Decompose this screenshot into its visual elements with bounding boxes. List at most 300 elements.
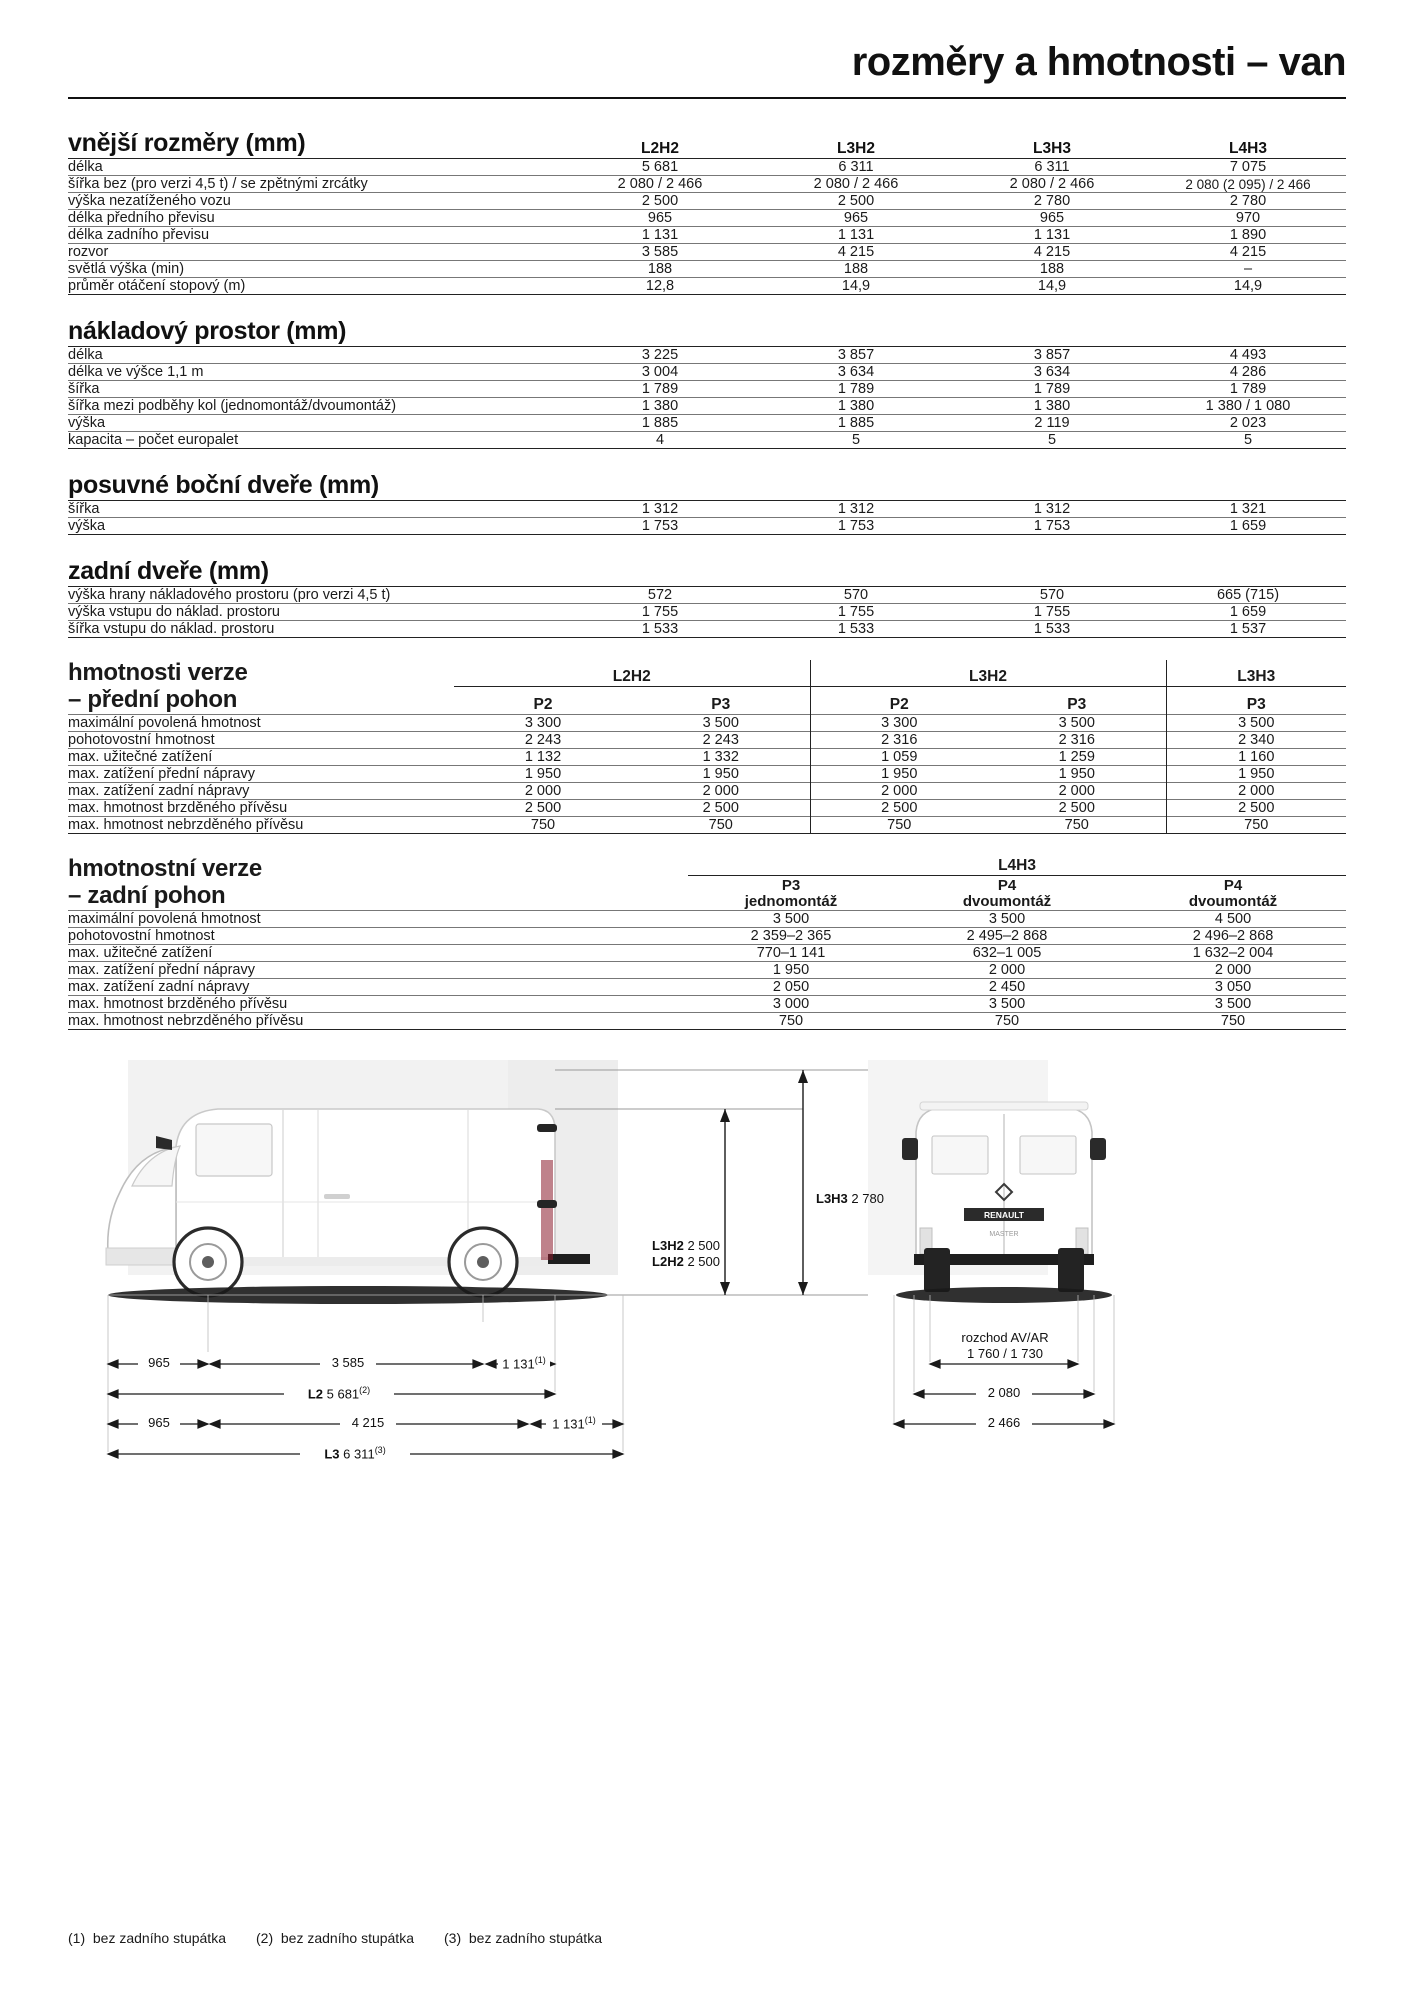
row-label: šířka (68, 381, 562, 398)
table-row (68, 944, 1346, 961)
row-value: 12,8 (562, 278, 758, 295)
row-value: 1 380 / 1 080 (1150, 398, 1346, 415)
subheader-p4a-line1: P4 (997, 876, 1017, 894)
section-header-row (68, 471, 1346, 501)
dim-track-value: 1 760 / 1 730 (946, 1346, 1064, 1361)
column-header-blank-0 (562, 557, 758, 587)
row-label: max. hmotnost nebrzděného přívěsu (68, 816, 454, 833)
table-row (68, 604, 1346, 621)
row-value: 2 050 (688, 978, 894, 995)
column-header-blank-1 (758, 471, 954, 501)
row-value: 1 753 (758, 518, 954, 535)
row-value: 570 (758, 587, 954, 604)
dim-rear-overhang-2-sup: (1) (584, 1414, 596, 1425)
row-label: pohotovostní hmotnost (68, 927, 688, 944)
section-header-row (68, 129, 1346, 159)
row-label: pohotovostní hmotnost (68, 731, 454, 748)
column-header-l2h2: L2H2 (641, 140, 679, 157)
subheader-p4a-line2: dvoumontáž (962, 892, 1052, 910)
row-value: 2 080 / 2 466 (954, 176, 1150, 193)
row-value: 1 789 (562, 381, 758, 398)
row-value: 1 259 (988, 748, 1166, 765)
row-value: 2 780 (1150, 193, 1346, 210)
row-value: 2 500 (1166, 799, 1346, 816)
row-value: 3 004 (562, 364, 758, 381)
row-value: 2 495–2 868 (894, 927, 1120, 944)
group-header-l3h3: L3H3 (1166, 660, 1346, 687)
row-value: 3 300 (810, 714, 988, 731)
dim-wheelbase-2: 4 215 (340, 1415, 396, 1430)
row-value: 2 000 (894, 961, 1120, 978)
row-label: max. hmotnost nebrzděného přívěsu (68, 1012, 688, 1029)
subheader-p4b-line2: dvoumontáž (1188, 892, 1278, 910)
row-value: 750 (894, 1012, 1120, 1029)
row-value: 2 316 (810, 731, 988, 748)
row-value: – (1150, 261, 1346, 278)
dim-rear-overhang-1 (498, 1355, 550, 1371)
row-value: 4 493 (1150, 347, 1346, 364)
row-value: 1 312 (758, 501, 954, 518)
footnote-text: bez zadního stupátka (280, 1930, 414, 1946)
row-value: 3 500 (1166, 714, 1346, 731)
row-label: výška nezatíženého vozu (68, 193, 562, 210)
row-value: 2 000 (1120, 961, 1346, 978)
dim-track-label: rozchod AV/AR (961, 1329, 1049, 1345)
row-value: 1 950 (454, 765, 632, 782)
row-value: 1 380 (562, 398, 758, 415)
row-value: 1 632–2 004 (1120, 944, 1346, 961)
row-value: 1 789 (1150, 381, 1346, 398)
title-divider (68, 97, 1346, 99)
row-label: šířka bez (pro verzi 4,5 t) / se zpětnými zrcátky (68, 176, 562, 193)
table-row (68, 799, 1346, 816)
row-value: 1 312 (562, 501, 758, 518)
row-label: max. zatížení přední nápravy (68, 765, 454, 782)
dim-total-l2-prefix: L2 (307, 1385, 323, 1401)
footnote-marker: (1) (68, 1930, 93, 1946)
row-label: délka ve výšce 1,1 m (68, 364, 562, 381)
row-label: délka (68, 159, 562, 176)
group-header-l4h3: L4H3 (998, 856, 1036, 874)
row-value: 570 (954, 587, 1150, 604)
row-label: max. hmotnost brzděného přívěsu (68, 799, 454, 816)
row-value: 2 450 (894, 978, 1120, 995)
section-2 (68, 471, 1346, 535)
row-value: 4 215 (1150, 244, 1346, 261)
row-value: 1 885 (758, 415, 954, 432)
table-row (68, 176, 1346, 193)
table-row (68, 978, 1346, 995)
column-header-blank-0 (562, 317, 758, 347)
table-row (68, 731, 1346, 748)
table-row (68, 398, 1346, 415)
row-value: 970 (1150, 210, 1346, 227)
row-value: 2 243 (454, 731, 632, 748)
row-value: 1 380 (954, 398, 1150, 415)
row-value: 1 537 (1150, 621, 1346, 638)
weights-front-section (68, 660, 1346, 834)
section-title: nákladový prostor (mm) (68, 317, 347, 345)
table-row (68, 1012, 1346, 1029)
row-value: 2 119 (954, 415, 1150, 432)
table-row (68, 159, 1346, 176)
row-value: 1 789 (758, 381, 954, 398)
row-value: 1 131 (562, 227, 758, 244)
row-value: 750 (810, 816, 988, 833)
row-value: 1 533 (562, 621, 758, 638)
row-value: 2 023 (1150, 415, 1346, 432)
weights-front-group-header-row (68, 660, 1346, 687)
row-value: 2 000 (988, 782, 1166, 799)
column-header-blank-3 (1150, 471, 1346, 501)
dim-front-overhang-2: 965 (138, 1415, 180, 1430)
row-value: 665 (715) (1150, 587, 1346, 604)
row-value: 4 215 (954, 244, 1150, 261)
weights-rear-section (68, 856, 1346, 1030)
row-value: 1 950 (632, 765, 810, 782)
table-section-0 (68, 129, 1346, 295)
row-value: 2 359–2 365 (688, 927, 894, 944)
weights-rear-table (68, 856, 1346, 1030)
row-value: 3 225 (562, 347, 758, 364)
weights-front-title-line2: – přední pohon (68, 685, 238, 713)
row-value: 2 000 (454, 782, 632, 799)
dim-l2h2-value: 2 500 (687, 1253, 720, 1269)
row-value: 1 312 (954, 501, 1150, 518)
row-value: 2 780 (954, 193, 1150, 210)
subheader-p4-dvoumontaz-2 (1120, 875, 1346, 910)
dim-total-l3-value: 6 311 (343, 1445, 375, 1461)
dim-total-length-l3 (300, 1445, 410, 1461)
row-label: max. hmotnost brzděného přívěsu (68, 995, 688, 1012)
row-value: 3 585 (562, 244, 758, 261)
row-value: 2 080 / 2 466 (758, 176, 954, 193)
row-label: výška hrany nákladového prostoru (pro verzi 4,5 t) (68, 587, 562, 604)
row-value: 1 789 (954, 381, 1150, 398)
section-header-row (68, 557, 1346, 587)
column-header-l3h3: L3H3 (1033, 140, 1071, 157)
weights-rear-group-header-row (68, 856, 1346, 876)
section-title: zadní dveře (mm) (68, 557, 269, 585)
row-value: 3 000 (688, 995, 894, 1012)
weights-front-body (68, 714, 1346, 833)
row-value: 2 500 (758, 193, 954, 210)
row-value: 2 243 (632, 731, 810, 748)
row-value: 188 (562, 261, 758, 278)
row-value: 1 890 (1150, 227, 1346, 244)
row-label: max. zatížení přední nápravy (68, 961, 688, 978)
row-value: 1 160 (1166, 748, 1346, 765)
footnote-text: bez zadního stupátka (468, 1930, 602, 1946)
row-value: 2 000 (632, 782, 810, 799)
svg-text:MASTER: MASTER (989, 1230, 1019, 1238)
row-value: 1 755 (954, 604, 1150, 621)
table-section-2 (68, 471, 1346, 535)
row-label: šířka mezi podběhy kol (jednomontáž/dvoumontáž) (68, 398, 562, 415)
dim-total-l2-value: 5 681 (326, 1385, 360, 1401)
row-value: 3 500 (894, 910, 1120, 927)
subheader-p3-jednomontaz (688, 875, 894, 910)
group-header-l2h2: L2H2 (612, 668, 651, 686)
row-label: max. užitečné zatížení (68, 748, 454, 765)
row-label: šířka (68, 501, 562, 518)
table-row (68, 518, 1346, 535)
dim-total-length-l2 (284, 1385, 394, 1401)
row-value: 3 500 (1120, 995, 1346, 1012)
row-label: délka zadního převisu (68, 227, 562, 244)
row-value: 750 (988, 816, 1166, 833)
row-value: 3 300 (454, 714, 632, 731)
row-label: maximální povolená hmotnost (68, 910, 688, 927)
column-header-l4h3: L4H3 (1229, 140, 1267, 157)
row-value: 188 (758, 261, 954, 278)
table-row (68, 816, 1346, 833)
row-value: 2 500 (632, 799, 810, 816)
dim-label-l3h3-height (816, 1191, 884, 1206)
row-value: 750 (454, 816, 632, 833)
section-1 (68, 317, 1346, 449)
row-value: 3 500 (632, 714, 810, 731)
weights-front-title-line1: hmotnosti verze (68, 659, 248, 686)
row-value: 2 500 (454, 799, 632, 816)
dim-l2h2-tag: L2H2 (652, 1253, 684, 1269)
dim-l3h3-tag: L3H3 (816, 1190, 848, 1206)
row-value: 3 500 (894, 995, 1120, 1012)
vehicle-dimension-diagram (68, 1052, 1346, 1482)
footnote-marker: (3) (444, 1930, 469, 1946)
dim-l3h3-value: 2 780 (851, 1190, 884, 1206)
row-value: 1 950 (1166, 765, 1346, 782)
table-row (68, 765, 1346, 782)
row-label: délka předního převisu (68, 210, 562, 227)
dim-front-overhang-1: 965 (138, 1355, 180, 1370)
row-value: 3 634 (758, 364, 954, 381)
weights-front-table (68, 660, 1346, 834)
subheader-p3-line2: jednomontáž (744, 892, 838, 910)
table-row (68, 381, 1346, 398)
dim-rear-overhang-1-value: 1 131 (502, 1355, 535, 1371)
table-row (68, 910, 1346, 927)
row-value: 2 080 (2 095) / 2 466 (1150, 176, 1346, 193)
row-value: 3 857 (954, 347, 1150, 364)
row-value: 1 059 (810, 748, 988, 765)
row-value: 1 659 (1150, 518, 1346, 535)
row-value: 632–1 005 (894, 944, 1120, 961)
column-header-blank-1 (758, 317, 954, 347)
section-title: vnější rozměry (mm) (68, 129, 306, 157)
page-title: rozměry a hmotnosti – van (851, 40, 1346, 84)
table-row (68, 193, 1346, 210)
column-header-blank-2 (954, 557, 1150, 587)
table-row (68, 782, 1346, 799)
row-value: 5 681 (562, 159, 758, 176)
row-value: 2 316 (988, 731, 1166, 748)
row-label: výška vstupu do náklad. prostoru (68, 604, 562, 621)
row-value: 770–1 141 (688, 944, 894, 961)
row-value: 1 131 (758, 227, 954, 244)
row-label: rozvor (68, 244, 562, 261)
row-value: 188 (954, 261, 1150, 278)
row-value: 2 000 (1166, 782, 1346, 799)
row-value: 2 080 / 2 466 (562, 176, 758, 193)
table-row (68, 961, 1346, 978)
dim-total-l3-sup: (3) (374, 1444, 386, 1455)
subheader-p3-l2h2: P3 (632, 687, 810, 715)
dimension-sections (68, 129, 1346, 638)
dim-l3h2-tag: L3H2 (652, 1237, 684, 1253)
dim-rear-overhang-2-value: 1 131 (552, 1415, 585, 1431)
subheader-p2-l2h2: P2 (454, 687, 632, 715)
row-value: 3 500 (688, 910, 894, 927)
row-value: 14,9 (1150, 278, 1346, 295)
row-value: 2 500 (988, 799, 1166, 816)
row-value: 1 950 (988, 765, 1166, 782)
row-value: 4 286 (1150, 364, 1346, 381)
dim-label-l3h2-height (620, 1238, 720, 1253)
table-row (68, 748, 1346, 765)
row-value: 1 332 (632, 748, 810, 765)
column-header-blank-3 (1150, 557, 1346, 587)
row-value: 1 132 (454, 748, 632, 765)
row-value: 1 950 (810, 765, 988, 782)
row-label: délka (68, 347, 562, 364)
dim-body-width: 2 080 (976, 1385, 1032, 1400)
footnotes (68, 1930, 602, 1946)
row-value: 6 311 (954, 159, 1150, 176)
row-value: 750 (1120, 1012, 1346, 1029)
column-header-blank-2 (954, 471, 1150, 501)
table-row (68, 210, 1346, 227)
column-header-blank-3 (1150, 317, 1346, 347)
row-value: 4 (562, 432, 758, 449)
subheader-p3-l3h2: P3 (988, 687, 1166, 715)
row-value: 2 000 (810, 782, 988, 799)
row-value: 572 (562, 587, 758, 604)
row-value: 1 950 (688, 961, 894, 978)
table-row (68, 995, 1346, 1012)
footnote-text: bez zadního stupátka (92, 1930, 226, 1946)
row-value: 1 533 (954, 621, 1150, 638)
row-value: 14,9 (954, 278, 1150, 295)
subheader-p4b-line1: P4 (1223, 876, 1243, 894)
svg-text:RENAULT: RENAULT (984, 1209, 1024, 1220)
row-value: 1 755 (758, 604, 954, 621)
dim-mirror-width: 2 466 (976, 1415, 1032, 1430)
row-value: 7 075 (1150, 159, 1346, 176)
table-section-3 (68, 557, 1346, 638)
row-value: 14,9 (758, 278, 954, 295)
table-row (68, 364, 1346, 381)
table-row (68, 347, 1346, 364)
row-value: 1 753 (954, 518, 1150, 535)
subheader-p3-l3h3: P3 (1166, 687, 1346, 715)
table-row (68, 261, 1346, 278)
subheader-p2-l3h2: P2 (810, 687, 988, 715)
table-row (68, 278, 1346, 295)
dim-total-l3-prefix: L3 (324, 1445, 340, 1461)
row-label: výška (68, 415, 562, 432)
row-value: 3 500 (988, 714, 1166, 731)
row-value: 750 (632, 816, 810, 833)
weights-front-title (68, 660, 454, 714)
table-row (68, 501, 1346, 518)
row-value: 1 380 (758, 398, 954, 415)
row-label: šířka vstupu do náklad. prostoru (68, 621, 562, 638)
dim-wheelbase-1: 3 585 (320, 1355, 376, 1370)
table-row (68, 227, 1346, 244)
weights-rear-title (68, 856, 688, 910)
table-row (68, 415, 1346, 432)
column-header-blank-1 (758, 557, 954, 587)
dim-rear-overhang-2 (546, 1415, 602, 1431)
section-3 (68, 557, 1346, 638)
row-value: 1 755 (562, 604, 758, 621)
row-value: 3 050 (1120, 978, 1346, 995)
table-row (68, 587, 1346, 604)
row-label: max. užitečné zatížení (68, 944, 688, 961)
column-header-l3h2: L3H2 (837, 140, 875, 157)
row-value: 750 (1166, 816, 1346, 833)
row-value: 965 (758, 210, 954, 227)
dim-l3h2-value: 2 500 (687, 1237, 720, 1253)
table-row (68, 621, 1346, 638)
row-value: 1 321 (1150, 501, 1346, 518)
weights-rear-body (68, 910, 1346, 1029)
weights-rear-title-line1: hmotnostní verze (68, 854, 262, 882)
row-value: 1 753 (562, 518, 758, 535)
row-value: 6 311 (758, 159, 954, 176)
column-header-blank-2 (954, 317, 1150, 347)
row-label: max. zatížení zadní nápravy (68, 978, 688, 995)
row-label: průměr otáčení stopový (m) (68, 278, 562, 295)
dim-total-l2-sup: (2) (359, 1384, 371, 1395)
row-label: kapacita – počet europalet (68, 432, 562, 449)
row-value: 5 (758, 432, 954, 449)
row-value: 5 (954, 432, 1150, 449)
row-value: 965 (562, 210, 758, 227)
row-value: 1 131 (954, 227, 1150, 244)
row-value: 965 (954, 210, 1150, 227)
section-header-row (68, 317, 1346, 347)
row-value: 2 500 (562, 193, 758, 210)
dim-rear-overhang-1-sup: (1) (534, 1354, 546, 1365)
row-value: 1 659 (1150, 604, 1346, 621)
dim-label-l2h2-height (620, 1254, 720, 1269)
weights-rear-title-line2: – zadní pohon (68, 881, 226, 909)
row-value: 2 500 (810, 799, 988, 816)
group-header-l3h2: L3H2 (810, 660, 1166, 687)
section-0 (68, 129, 1346, 295)
row-value: 1 533 (758, 621, 954, 638)
row-value: 5 (1150, 432, 1346, 449)
table-row (68, 927, 1346, 944)
row-label: max. zatížení zadní nápravy (68, 782, 454, 799)
subheader-p4-dvoumontaz-1 (894, 875, 1120, 910)
subheader-p3-line1: P3 (781, 876, 801, 894)
table-row (68, 244, 1346, 261)
table-row (68, 714, 1346, 731)
footnote-marker: (2) (256, 1930, 281, 1946)
row-value: 2 340 (1166, 731, 1346, 748)
row-value: 4 215 (758, 244, 954, 261)
row-value: 1 885 (562, 415, 758, 432)
row-value: 4 500 (1120, 910, 1346, 927)
row-value: 2 496–2 868 (1120, 927, 1346, 944)
section-title: posuvné boční dveře (mm) (68, 471, 379, 499)
row-value: 750 (688, 1012, 894, 1029)
table-row (68, 432, 1346, 449)
table-section-1 (68, 317, 1346, 449)
